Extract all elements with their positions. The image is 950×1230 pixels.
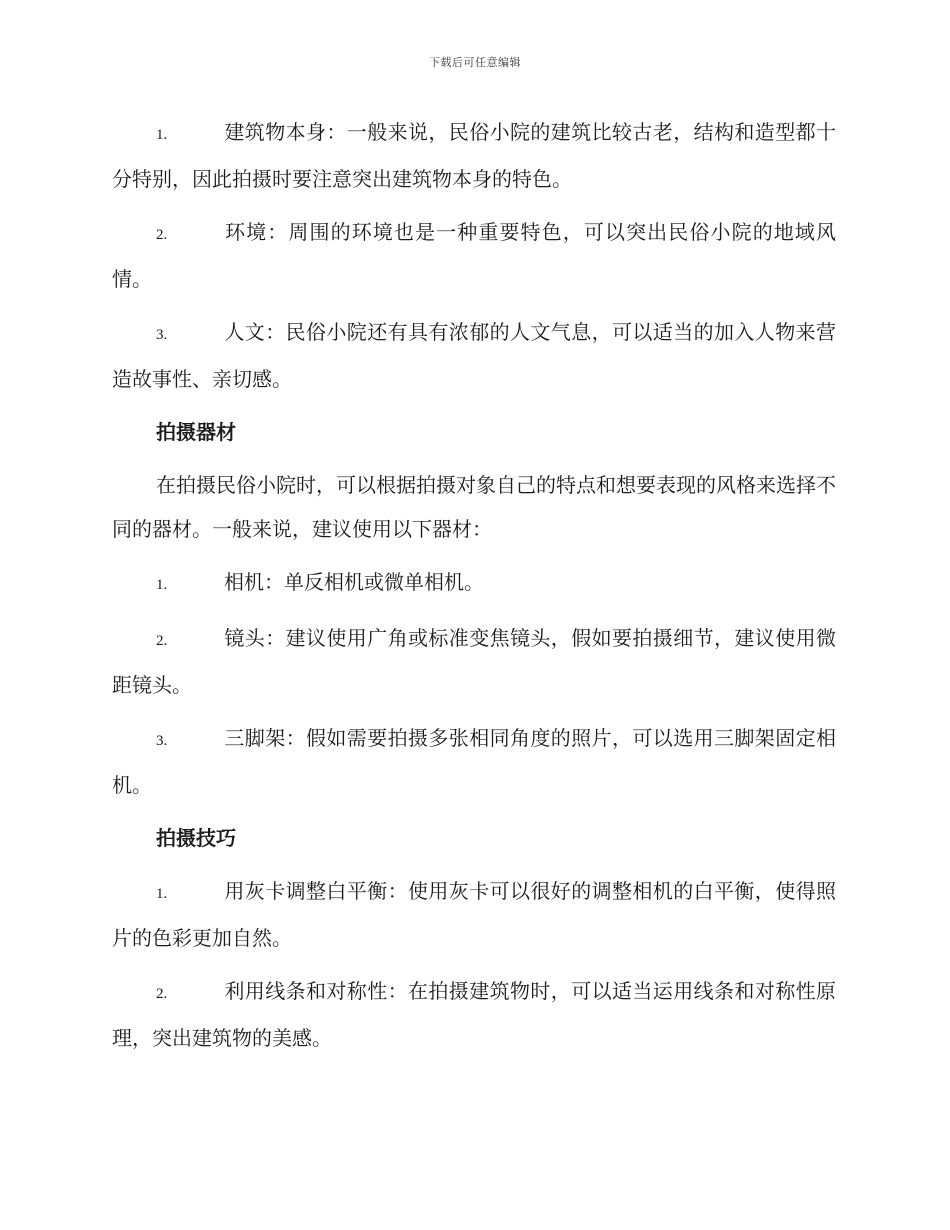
- list-number: 2.: [156, 227, 168, 243]
- page-header: 下载后可任意编辑: [429, 56, 521, 69]
- list-text: 人文：民俗小院还有具有浓郁的人文气息，可以适当的加入人物来营造故事性、亲切感。: [112, 320, 836, 391]
- list-text: 用灰卡调整白平衡：使用灰卡可以很好的调整相机的白平衡，使得照片的色彩更加自然。: [112, 879, 836, 950]
- list-number: 2.: [156, 633, 168, 649]
- list-number: 2.: [156, 986, 168, 1002]
- section-heading-equipment: 拍摄器材: [156, 420, 236, 444]
- list-text: 建筑物本身：一般来说，民俗小院的建筑比较古老，结构和造型都十分特别，因此拍摄时要注意突出建筑物本身的特色。: [112, 120, 836, 191]
- list-item: [112, 616, 836, 707]
- list-number: 1.: [156, 127, 168, 143]
- list-item: [112, 110, 836, 201]
- list-item: [112, 716, 836, 807]
- list-text: 利用线条和对称性：在拍摄建筑物时，可以适当运用线条和对称性原理，突出建筑物的美感。: [112, 979, 836, 1050]
- list-item: [112, 210, 836, 301]
- section-intro-paragraph: 在拍摄民俗小院时，可以根据拍摄对象自己的特点和想要表现的风格来选择不同的器材。一般来说，建议使用以下器材：: [112, 473, 836, 541]
- list-item: [112, 310, 836, 401]
- list-item: [112, 560, 836, 607]
- list-text: 三脚架：假如需要拍摄多张相同角度的照片，可以选用三脚架固定相机。: [112, 726, 836, 797]
- list-number: 1.: [156, 886, 168, 902]
- document-body: [112, 110, 836, 1069]
- list-text: 环境：周围的环境也是一种重要特色，可以突出民俗小院的地域风情。: [112, 220, 836, 291]
- list-number: 3.: [156, 327, 168, 343]
- list-number: 1.: [156, 577, 168, 593]
- list-text: 镜头：建议使用广角或标准变焦镜头，假如要拍摄细节，建议使用微距镜头。: [112, 626, 836, 697]
- list-number: 3.: [156, 733, 168, 749]
- list-item: [112, 869, 836, 960]
- list-item: [112, 969, 836, 1060]
- section-heading-techniques: 拍摄技巧: [156, 826, 236, 850]
- list-text: 相机：单反相机或微单相机。: [224, 570, 484, 594]
